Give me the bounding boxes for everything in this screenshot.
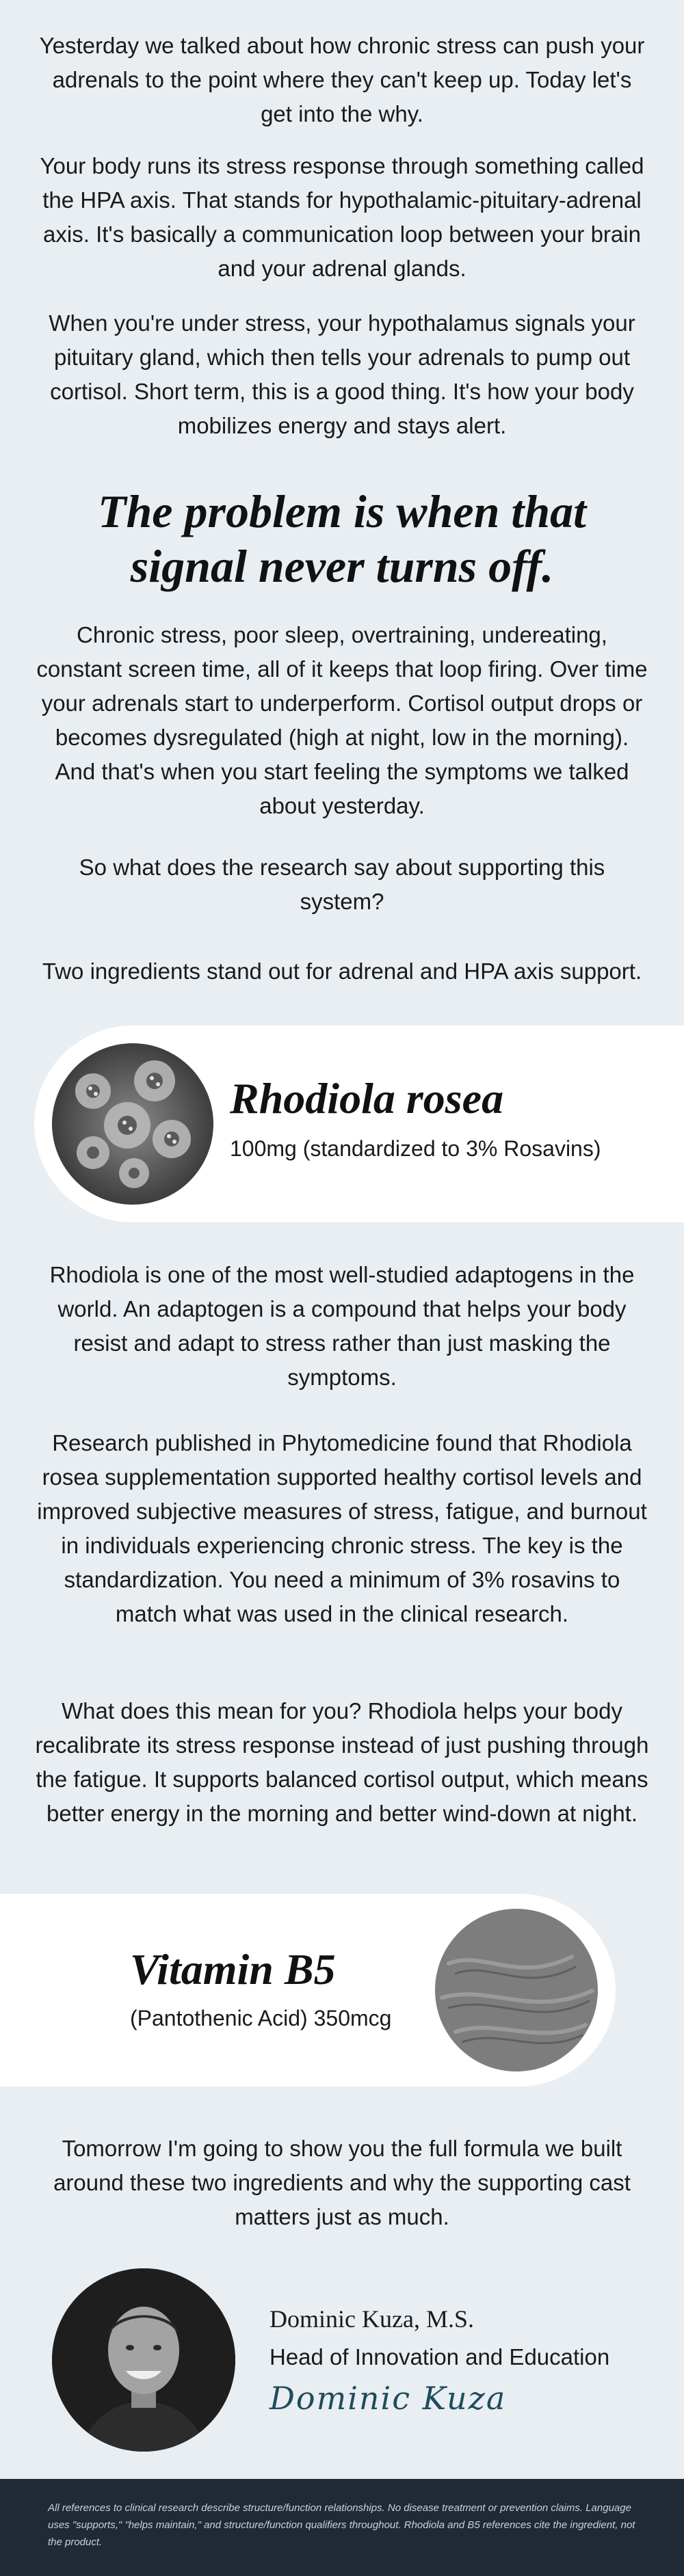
rhodiola-paragraph-3: What does this mean for you? Rhodiola helps your body recalibrate its stress response instead of just pushing through the fatigue. It supports balanced cortisol output, which means better energy in the morning and better wind-down at night. [35,1698,649,1826]
author-name: Dominic Kuza, M.S. [269,2305,474,2333]
body-paragraph-2: So what does the research say about supporting this system? [79,855,605,914]
vitamin-b5-card [0,1894,616,2087]
author-title: Head of Innovation and Education [269,2344,610,2370]
rhodiola-dose: 100mg (standardized to 3% Rosavins) [230,1136,601,1161]
rhodiola-paragraph-2: Research published in Phytomedicine found that Rhodiola rosea supplementation supported healthy cortisol levels and improved subjective measures of stress, fatigue, and burnout in individuals experiencing chronic stress. The key is the standardization. You need a minimum of 3% rosavins to match what was used in the clinical research. [37,1430,647,1626]
body-paragraph-1: Chronic stress, poor sleep, overtraining, undereating, constant screen time, all of it keeps that loop firing. Over time your adrenals start to underperform. Cortisol output drops or becomes dysregulated (high at night, low in the morning). And that's when you start feeling the symptoms we talked about yesterday. [36,622,648,818]
powder-texture-icon [435,1909,598,2071]
footer-disclaimer: All references to clinical research describe structure/function relationships. No disease treatment or prevention claims. Language uses "supports," "helps maintain," and structure/function qualifiers throughout. Rhodiola and B5 references cite the ingredient, not the product. [48,2502,635,2548]
headline: The problem is when that signal never turns off. [97,485,587,592]
vitamin-b5-name: Vitamin B5 [130,1945,336,1994]
rhodiola-name: Rhodiola rosea [230,1074,504,1123]
intro-paragraph-1: Yesterday we talked about how chronic stress can push your adrenals to the point where they can't keep up. Today let's get into the why. [39,33,645,126]
vitamin-b5-dose: (Pantothenic Acid) 350mcg [130,2006,392,2030]
body-paragraph-3: Two ingredients stand out for adrenal and HPA axis support. [42,958,642,984]
intro-paragraph-3: When you're under stress, your hypothalamus signals your pituitary gland, which then tells your adrenals to pump out cortisol. Short term, this is a good thing. It's how your body mobilizes energy and stays alert. [49,310,635,438]
rhodiola-flower-icon [52,1043,213,1205]
author-portrait-icon [52,2268,235,2452]
rhodiola-paragraph-1: Rhodiola is one of the most well-studied adaptogens in the world. An adaptogen is a compound that helps your body resist and adapt to stress rather than just masking the symptoms. [49,1262,635,1390]
author-signature: Dominic Kuza [269,2380,507,2417]
rhodiola-card [34,1025,684,1222]
footer [0,2479,684,2576]
intro-paragraph-2: Your body runs its stress response through something called the HPA axis. That stands for hypothalamic-pituitary-adrenal axis. It's basically a communication loop between your brain and your adrenal glands. [40,153,644,281]
closing-paragraph: Tomorrow I'm going to show you the full formula we built around these two ingredients and why the supporting cast matters just as much. [53,2136,631,2229]
